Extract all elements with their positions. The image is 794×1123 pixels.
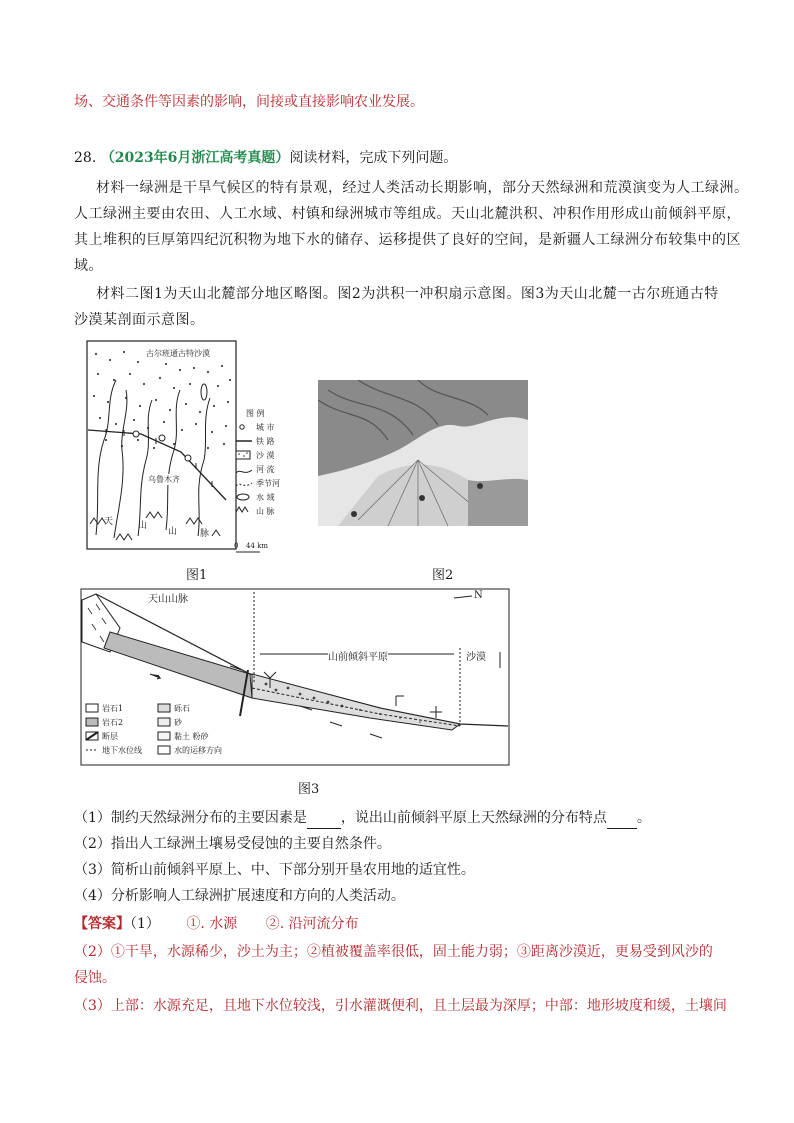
scale-zero: 0 — [234, 542, 239, 550]
answer-3-line: （3）上部：水源充足，且地下水位较浅，引水灌溉便利，且土层最为深厚；中部：地形坡度和缓，土壤间 — [74, 998, 727, 1014]
answer-1 — [74, 914, 359, 934]
answer-2-line: （2）①干旱，水源稀少，沙土为主；②植被覆盖率很低，固土能力弱；③距离沙漠近，更易受到风沙的 — [74, 944, 713, 960]
zone-plain-label: 山前倾斜平原 — [328, 648, 388, 663]
sub-question-text: 。 — [636, 810, 651, 826]
sub-question-3: （3）简析山前倾斜平原上、中、下部分别开垦农用地的适宜性。 — [74, 862, 475, 878]
mountain-char: 山 — [138, 521, 148, 531]
answer-2-line: 侵蚀。 — [74, 970, 116, 986]
mountain-char: 天 — [104, 517, 114, 527]
legend-railway: 铁 路 — [256, 437, 275, 446]
legend-groundwater: 地下水位线 — [102, 746, 142, 755]
profile-drawing — [80, 588, 510, 770]
question-prompt: 阅读材料，完成下列问题。 — [289, 150, 458, 166]
zone-mountain-label: 天山山脉 — [148, 590, 188, 605]
map-drawing — [86, 340, 286, 555]
answer-item: ②. 沿河流分布 — [265, 916, 359, 932]
answer-tag: 【答案】 — [74, 916, 130, 932]
legend-water: 水 域 — [256, 493, 275, 502]
legend-clay: 黏土 粉砂 — [174, 732, 209, 741]
legend-city: 城 市 — [256, 423, 275, 432]
legend-rock1: 岩石1 — [102, 704, 124, 713]
mountain-char: 脉 — [200, 529, 210, 539]
figure2-caption: 图2 — [432, 568, 454, 583]
answer-blank[interactable] — [607, 808, 637, 829]
zone-desert-label: 沙漠 — [466, 648, 486, 663]
answer-blank[interactable] — [307, 808, 341, 829]
figure1-map — [86, 340, 286, 555]
legend-desert: 沙 漠 — [256, 451, 275, 460]
figure3-profile — [80, 588, 510, 770]
sub-question-4: （4）分析影响人工绿洲扩展速度和方向的人类活动。 — [74, 888, 405, 904]
legend-seasonal-river: 季节河 — [256, 479, 280, 488]
figure3-caption: 图3 — [298, 782, 320, 797]
mountain-char: 山 — [168, 527, 178, 537]
answer-number: （1） — [130, 916, 160, 932]
legend-water-flow: 水的运移方向 — [174, 746, 222, 755]
scale-label: 44 km — [246, 542, 269, 550]
figure2-sketch — [318, 380, 528, 526]
material1-line: 域。 — [74, 258, 103, 274]
legend-rock2: 岩石2 — [102, 718, 124, 727]
answer-item: ①. 水源 — [186, 916, 238, 932]
figure1-caption: 图1 — [186, 568, 208, 583]
sub-question-text: ，说出山前倾斜平原上天然绿洲的分布特点 — [340, 810, 607, 826]
sub-question-1 — [74, 808, 651, 829]
north-label: N — [474, 590, 483, 601]
legend-title: 图 例 — [246, 409, 265, 418]
material1-line: 人工绿洲主要由农田、人工水域、村镇和绿洲城市等组成。天山北麓洪积、冲积作用形成山前倾斜平原， — [74, 206, 741, 222]
question-source: （2023年6月浙江高考真题） — [100, 150, 290, 166]
legend-river: 河 流 — [256, 465, 275, 474]
previous-answer-tail: 场、交通条件等因素的影响，间接或直接影响农业发展。 — [74, 94, 424, 110]
material2-line: 沙漠某剖面示意图。 — [74, 312, 205, 328]
material2-line: 材料二图1为天山北麓部分地区略图。图2为洪积一冲积扇示意图。图3为天山北麓一古尔班通古特 — [96, 286, 719, 302]
alluvial-fan-drawing — [318, 380, 528, 526]
question-number: 28. — [74, 150, 97, 166]
material1-line: 材料一绿洲是干旱气候区的特有景观，经过人类活动长期影响，部分天然绿洲和荒漠演变为人工绿洲。 — [96, 180, 749, 196]
material1-line: 其上堆积的巨厚第四纪沉积物为地下水的储存、运移提供了良好的空间，是新疆人工绿洲分布较集中的区 — [74, 232, 741, 248]
question-header — [74, 148, 457, 168]
legend-gravel: 砾石 — [174, 704, 190, 713]
legend-sand: 砂 — [174, 718, 182, 727]
city-label: 乌鲁木齐 — [148, 475, 180, 484]
sub-question-text: （1）制约天然绿洲分布的主要因素是 — [74, 810, 307, 826]
legend-fault: 断层 — [102, 732, 118, 741]
sub-question-2: （2）指出人工绿洲土壤易受侵蚀的主要自然条件。 — [74, 836, 391, 852]
desert-label: 古尔班通古特沙漠 — [146, 349, 210, 358]
legend-mountain: 山 脉 — [256, 507, 275, 516]
